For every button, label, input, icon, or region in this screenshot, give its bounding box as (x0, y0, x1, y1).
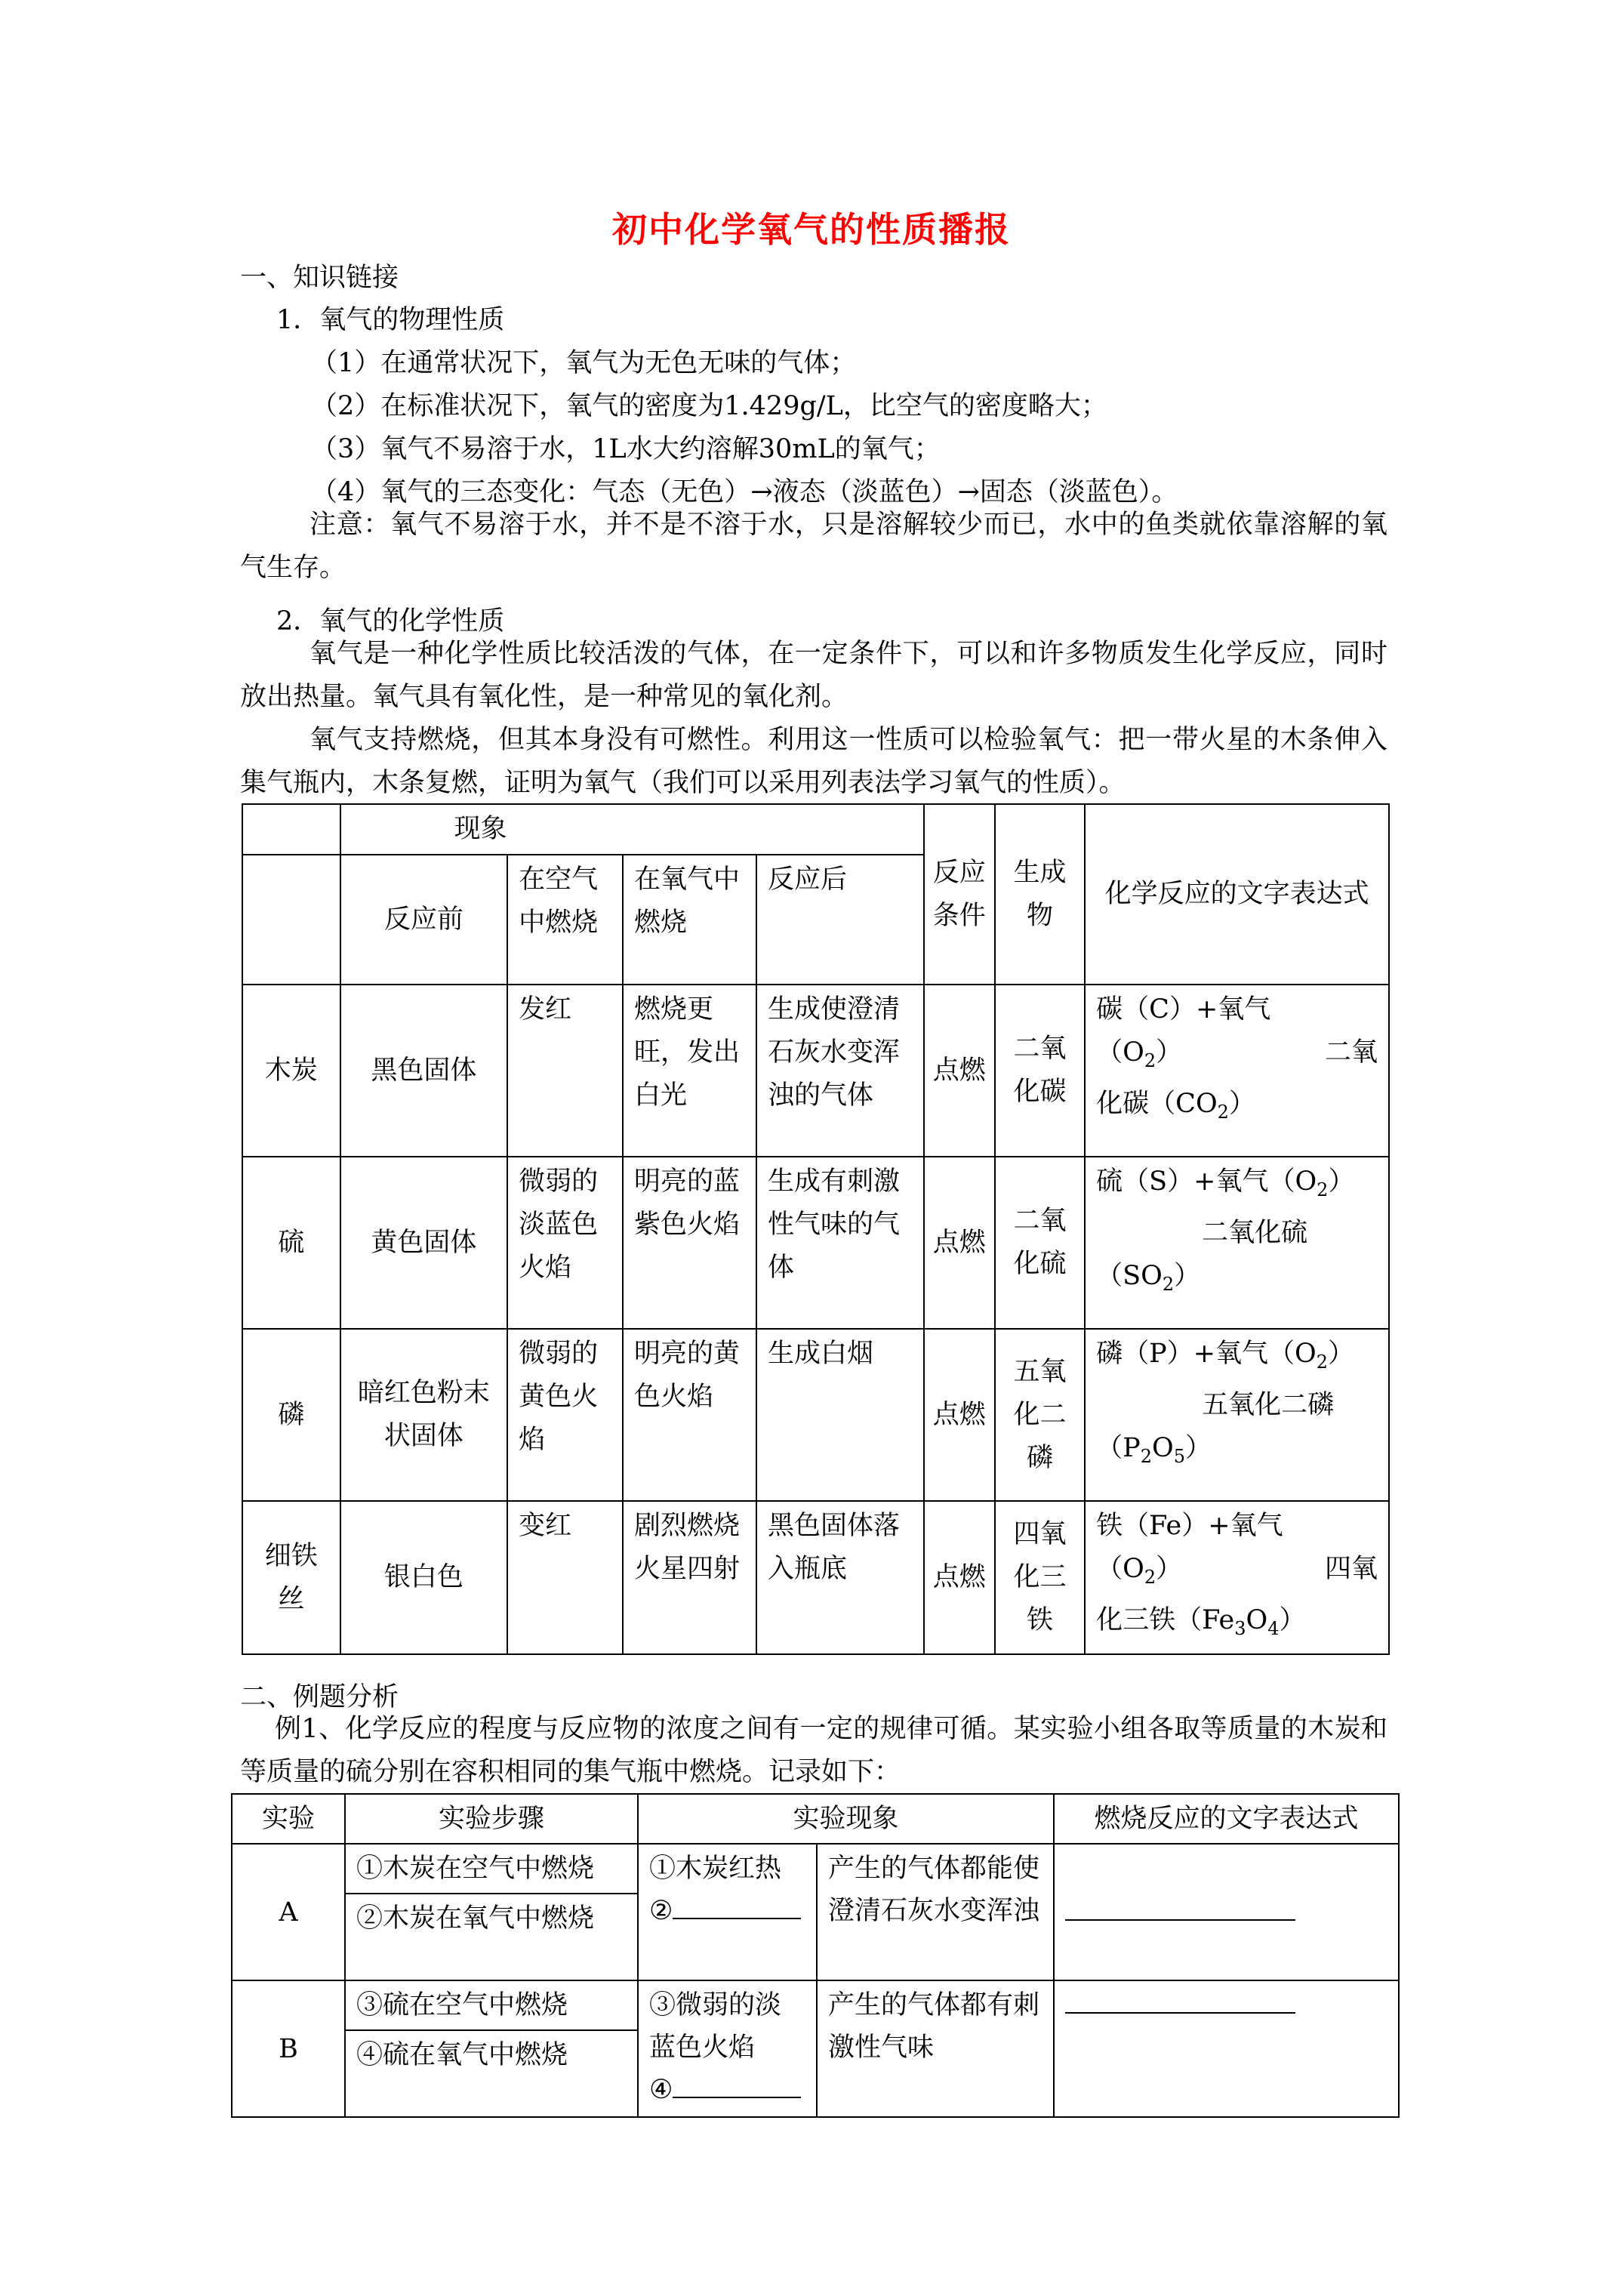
burn-in-air: 微弱的淡蓝色火焰 (507, 1157, 623, 1329)
equation-line-2 (1096, 1548, 1378, 1599)
physical-item-4: （4）氧气的三态变化：气态（无色）→液态（淡蓝色）→固态（淡蓝色）。 (311, 477, 1178, 507)
burn-in-air: 变红 (507, 1501, 623, 1654)
physical-item-3: （3）氧气不易溶于水，1L水大约溶解30mL的氧气； (311, 434, 941, 464)
table2-header-phenomenon: 实验现象 (638, 1794, 1054, 1844)
table-row (232, 1844, 1399, 1894)
experiment-step: ④硫在氧气中燃烧 (345, 2030, 638, 2117)
substance-name: 硫 (242, 1157, 340, 1329)
equation-line-2: 二氧化硫 (1202, 1218, 1308, 1248)
state-before: 黄色固体 (340, 1157, 508, 1329)
substance-name: 木炭 (242, 985, 340, 1157)
phenomenon-2: ② (649, 1890, 805, 1932)
oxygen-properties-table (242, 803, 1390, 1655)
table-row (242, 1157, 1389, 1329)
phenomenon-2: ④ (649, 2069, 805, 2111)
table-row (242, 1501, 1389, 1654)
substance-name: 细铁丝 (242, 1501, 340, 1654)
after-reaction: 生成使澄清石灰水变浑浊的气体 (756, 985, 924, 1157)
word-equation (1085, 985, 1389, 1157)
phenomenon-1: ①木炭红热 (649, 1854, 782, 1884)
equation-line-2 (1096, 1031, 1378, 1083)
word-equation (1085, 1329, 1389, 1501)
table1-header-oxygen: 在氧气中燃烧 (623, 855, 756, 985)
experiment-step: ②木炭在氧气中燃烧 (345, 1894, 638, 1980)
phenomenon-cell (638, 1844, 817, 1980)
table1-header-condition: 反应条件 (924, 804, 995, 985)
note-paragraph: 注意：氧气不易溶于水，并不是不溶于水，只是溶解较少而已，水中的鱼类就依靠溶解的氧气生存。 (240, 510, 1387, 583)
table-row (242, 985, 1389, 1157)
equation-line-1: 铁（Fe）+氧气 (1096, 1511, 1283, 1541)
table-row (232, 1980, 1399, 2030)
substance-name: 磷 (242, 1329, 340, 1501)
phenomenon-1: ③微弱的淡蓝色火焰 (649, 1990, 782, 2063)
burn-in-oxygen: 明亮的黄色火焰 (623, 1329, 756, 1501)
reaction-condition: 点燃 (924, 1501, 995, 1654)
table1-header-air: 在空气中燃烧 (507, 855, 623, 985)
equation-line-2: 五氧化二磷 (1202, 1390, 1335, 1420)
equation-answer-cell (1054, 1844, 1399, 1980)
state-before: 暗红色粉末状固体 (340, 1329, 508, 1501)
experiment-step: ①木炭在空气中燃烧 (345, 1844, 638, 1894)
section1-heading: 一、知识链接 (240, 263, 399, 293)
table2-header-equation: 燃烧反应的文字表达式 (1054, 1794, 1399, 1844)
burn-in-air: 微弱的黄色火焰 (507, 1329, 623, 1501)
product: 二氧化碳 (995, 985, 1085, 1157)
chemical-paragraph-1: 氧气是一种化学性质比较活泼的气体，在一定条件下，可以和许多物质发生化学反应，同时放出热量。氧气具有氧化性，是一种常见的氧化剂。 (240, 639, 1387, 712)
reaction-condition: 点燃 (924, 985, 995, 1157)
table-row (242, 1329, 1389, 1501)
equation-line-2-right: 二氧 (1324, 1037, 1378, 1068)
equation-line-2-left: $(O_2)$ (1096, 1037, 1183, 1071)
table1-header-product: 生成物 (995, 804, 1085, 985)
chemical-properties-heading: 2．氧气的化学性质 (276, 606, 505, 636)
equation-line-2-right: 四氧 (1324, 1554, 1378, 1584)
table1-header-before: 反应前 (340, 855, 508, 985)
example-paragraph: 例1、化学反应的程度与反应物的浓度之间有一定的规律可循。某实验小组各取等质量的木炭和等质量的硫分别在容积相同的集气瓶中燃烧。记录如下： (240, 1714, 1387, 1787)
product: 五氧化二磷 (995, 1329, 1085, 1501)
physical-item-1: （1）在通常状况下，氧气为无色无味的气体； (311, 348, 857, 378)
table1-header-after: 反应后 (756, 855, 924, 985)
physical-properties-heading: 1．氧气的物理性质 (276, 305, 505, 335)
word-equation (1085, 1157, 1389, 1329)
page-title: 初中化学氧气的性质播报 (612, 209, 1011, 250)
equation-line-3: $(SO_2)$ (1096, 1261, 1201, 1295)
common-phenomenon: 产生的气体都有刺激性气味 (817, 1980, 1054, 2117)
common-phenomenon: 产生的气体都能使澄清石灰水变浑浊 (817, 1844, 1054, 1980)
word-equation (1085, 1501, 1389, 1654)
experiment-step: ③硫在空气中燃烧 (345, 1980, 638, 2030)
burn-in-air: 发红 (507, 985, 623, 1157)
experiment-table (231, 1793, 1400, 2118)
answer-blank[interactable] (673, 2069, 801, 2098)
after-reaction: 生成白烟 (756, 1329, 924, 1501)
answer-blank[interactable] (1065, 1892, 1295, 1921)
section2-heading: 二、例题分析 (240, 1682, 399, 1712)
equation-line-3: $(P_2O_5)$ (1096, 1433, 1212, 1467)
phenomenon-cell (638, 1980, 817, 2117)
chemical-paragraph-2: 氧气支持燃烧，但其本身没有可燃性。利用这一性质可以检验氧气：把一带火星的木条伸入集气瓶内，木条复燃，证明为氧气（我们可以采用列表法学习氧气的性质）。 (240, 725, 1387, 798)
table2-header-steps: 实验步骤 (345, 1794, 638, 1844)
product: 四氧化三铁 (995, 1501, 1085, 1654)
experiment-label: B (232, 1980, 345, 2117)
answer-blank[interactable] (1065, 1985, 1295, 2014)
table1-header-equation: 化学反应的文字表达式 (1085, 804, 1389, 985)
equation-line-1: 硫（S）+氧气$(O_2)$ (1096, 1166, 1355, 1200)
experiment-label: A (232, 1844, 345, 1980)
physical-item-2: （2）在标准状况下，氧气的密度为1.429g/L，比空气的密度略大； (311, 391, 1107, 421)
equation-line-1: 磷（P）+氧气$(O_2)$ (1096, 1339, 1355, 1373)
table2-header-experiment: 实验 (232, 1794, 345, 1844)
equation-line-3: 化碳$(CO_2)$ (1096, 1089, 1255, 1123)
reaction-condition: 点燃 (924, 1329, 995, 1501)
answer-blank[interactable] (673, 1891, 801, 1919)
equation-line-1: 碳（C）+氧气 (1096, 994, 1271, 1025)
equation-line-2-left: $(O_2)$ (1096, 1554, 1183, 1588)
after-reaction: 生成有刺激性气味的气体 (756, 1157, 924, 1329)
state-before: 黑色固体 (340, 985, 508, 1157)
table1-corner (242, 804, 340, 855)
state-before: 银白色 (340, 1501, 508, 1654)
table1-header-phenomenon: 现象 (340, 804, 924, 855)
product: 二氧化硫 (995, 1157, 1085, 1329)
reaction-condition: 点燃 (924, 1157, 995, 1329)
burn-in-oxygen: 剧烈燃烧火星四射 (623, 1501, 756, 1654)
after-reaction: 黑色固体落入瓶底 (756, 1501, 924, 1654)
table1-blank-cell (242, 855, 340, 985)
burn-in-oxygen: 燃烧更旺，发出白光 (623, 985, 756, 1157)
equation-line-3: 化三铁$(Fe_3O_4)$ (1096, 1605, 1306, 1639)
equation-answer-cell (1054, 1980, 1399, 2117)
burn-in-oxygen: 明亮的蓝紫色火焰 (623, 1157, 756, 1329)
